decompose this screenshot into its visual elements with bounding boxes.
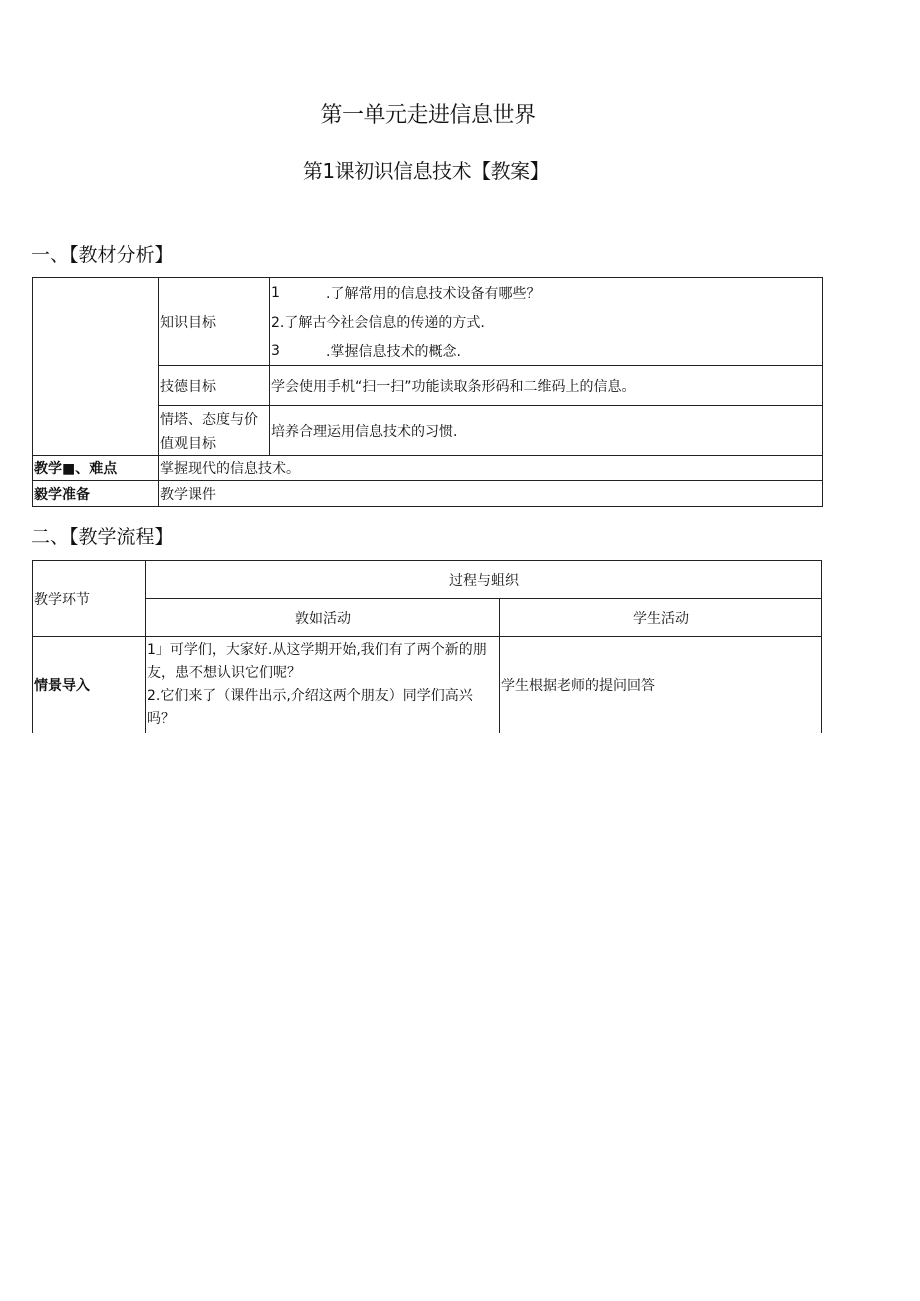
knowledge-item: 2.了解古今社会信息的传递的方式. (271, 314, 485, 331)
objectives-empty-cell (33, 278, 159, 456)
emotion-text: 培养合理运用信息技术的习惯. (270, 406, 823, 456)
key-points-text: 掌握现代的信息技术。 (159, 456, 823, 481)
stage-cell: 情景导入 (33, 637, 146, 733)
prep-label: 毅学准备 (33, 481, 159, 507)
lesson-subtitle: 第1课初识信息技术【教案】 (302, 159, 550, 183)
emotion-label (159, 406, 270, 456)
teacher-activity-cell (146, 637, 500, 733)
knowledge-label: 知识目标 (159, 278, 270, 366)
student-activity-cell: 学生根据老师的提问回答 (500, 637, 822, 733)
document-title: 第一单元走进信息世界 (320, 103, 536, 128)
knowledge-item: 1 .了解常用的信息技术设备有哪些？ (271, 284, 541, 302)
process-table (32, 560, 822, 733)
student-activity-header: 学生活动 (500, 599, 822, 637)
knowledge-item: 3 .掌握信息技术的概念. (271, 342, 461, 360)
analysis-table (32, 277, 823, 507)
stage-header: 教学环节 (33, 561, 146, 637)
knowledge-list (270, 278, 823, 366)
teacher-activity-text: 1」可学们，大家好.从这学期开始,我们有了两个新的朋友，患不想认识它们呢？ 2.它们来了（课件出示,介绍这两个朋友）同学们高兴吗？ (147, 642, 487, 727)
skill-label: 技德目标 (159, 366, 270, 406)
section-heading-analysis: 一、【教材分析】 (31, 244, 174, 266)
teacher-activity-header: 敦如活动 (146, 599, 500, 637)
prep-text: 教学课件 (159, 481, 823, 507)
section-heading-process: 二、【教学流程】 (31, 526, 174, 548)
key-points-label: 教学■、难点 (33, 456, 159, 481)
skill-text: 学会使用手机“扫一扫”功能读取条形码和二维码上的信息。 (270, 366, 823, 406)
process-header: 过程与蛆织 (146, 561, 822, 599)
table-row (33, 637, 822, 733)
emotion-label-text: 情塔、态度与价值观目标 (160, 412, 258, 452)
